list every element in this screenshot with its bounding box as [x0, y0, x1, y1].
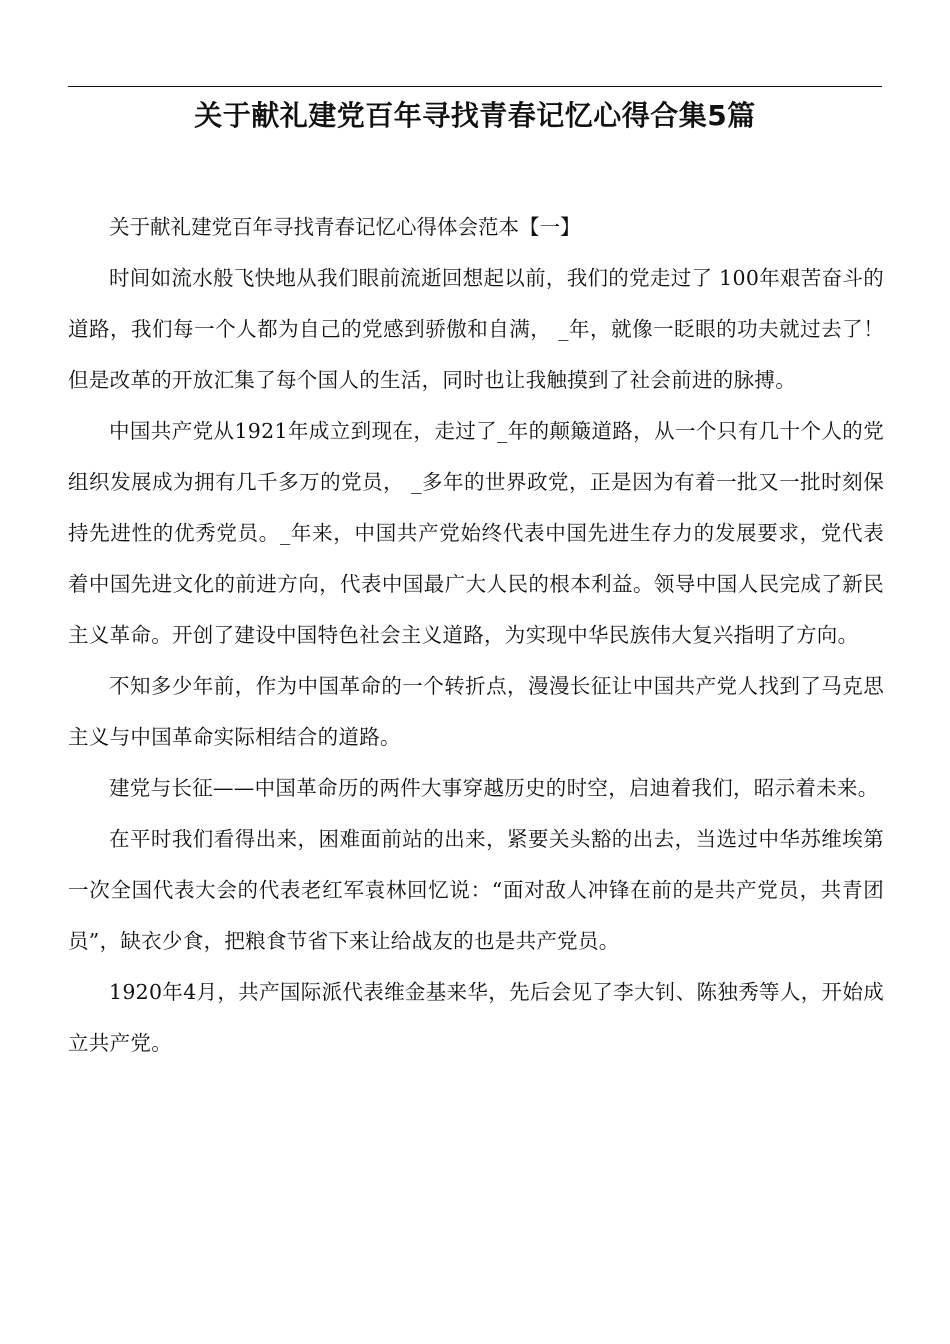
document-title: 关于献礼建党百年寻找青春记忆心得合集5篇 — [194, 99, 756, 132]
document-body — [68, 207, 884, 1069]
paragraph-2: 中国共产党从1921年成立到现在，走过了_年的颠簸道路，从一个只有几十个人的党组织发展成为拥有几千多万的党员， _多年的世界政党，正是因为有着一批又一批时刻保持先进性的优秀党员。_年来，中国共产党始终代表中国先进生存力的发展要求，党代表着中国先进文化的前进方向，代表中国最广大人民的根本利益。领导中国人民完成了新民主义革命。开创了建设中国特色社会主义道路，为实现中华民族伟大复兴指明了方向。 — [68, 419, 884, 647]
paragraph-6: 1920年4月，共产国际派代表维金基来华，先后会见了李大钊、陈独秀等人，开始成立共产党。 — [68, 980, 884, 1055]
paragraph-4: 建党与长征——中国革命历的两件大事穿越历史的时空，启迪着我们，昭示着未来。 — [109, 776, 879, 800]
paragraph-1: 时间如流水般飞快地从我们眼前流逝回想起以前，我们的党走过了 100年艰苦奋斗的道路，我们每一个人都为自己的党感到骄傲和自满， _年，就像一眨眼的功夫就过去了！但是改革的开放汇集了每个国人的生活，同时也让我触摸到了社会前进的脉搏。 — [68, 266, 884, 392]
section-heading: 关于献礼建党百年寻找青春记忆心得体会范本【一】 — [109, 215, 581, 239]
paragraph-5: 在平时我们看得出来，困难面前站的出来，紧要关头豁的出去，当选过中华苏维埃第一次全国代表大会的代表老红军袁林回忆说：“面对敌人冲锋在前的是共产党员，共青团员”，缺衣少食，把粮食节省下来让给战友的也是共产党员。 — [68, 827, 884, 953]
paragraph-3: 不知多少年前，作为中国革命的一个转折点，漫漫长征让中国共产党人找到了马克思主义与中国革命实际相结合的道路。 — [68, 674, 884, 749]
header-rule — [68, 86, 882, 87]
